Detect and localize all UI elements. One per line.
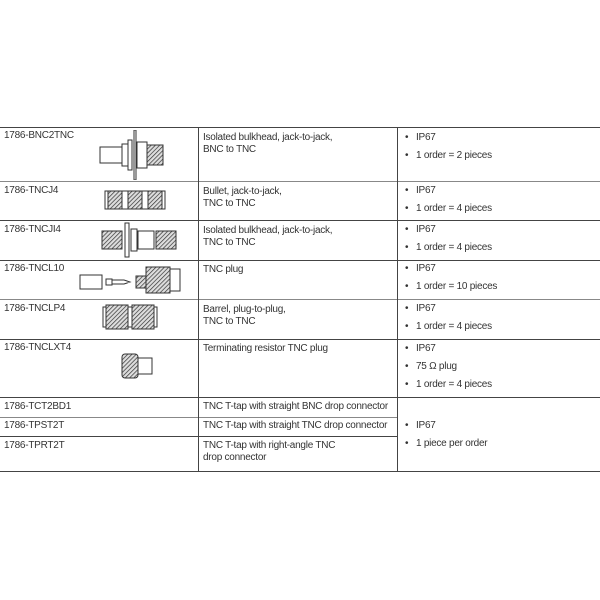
notes: • IP67 • 1 order = 4 pieces (405, 303, 492, 339)
catalog-number: 1786-BNC2TNC (4, 130, 74, 141)
catalog-number: 1786-TNCJ4 (4, 185, 59, 196)
description: Terminating resistor TNC plug (203, 343, 328, 354)
catalog-number: 1786-TNCLXT4 (4, 342, 72, 353)
notes: • IP67 • 1 order = 4 pieces (405, 185, 492, 221)
notes: • IP67 • 1 order = 10 pieces (405, 263, 497, 299)
terminating-resistor-image (120, 353, 156, 379)
catalog-number: 1786-TNCL10 (4, 263, 65, 274)
bulkhead-bnc-tnc-connector-image (98, 130, 168, 180)
notes: • IP67 • 75 Ω plug • 1 order = 4 pieces (405, 343, 492, 397)
row-divider (0, 260, 600, 261)
column-divider (198, 127, 199, 471)
description: Bullet, jack-to-jack, TNC to TNC (203, 186, 282, 209)
description: Isolated bulkhead, jack-to-jack, TNC to TNC (203, 225, 333, 248)
row-divider (0, 436, 398, 437)
shared-notes: • IP67 • 1 piece per order (405, 420, 487, 456)
description: TNC plug (203, 264, 244, 275)
barrel-connector-image (102, 304, 158, 330)
bulkhead-tnc-connector-image (100, 222, 180, 258)
catalog-number: 1786-TNCJI4 (4, 224, 61, 235)
row-divider (0, 397, 600, 398)
tnc-plug-image (78, 264, 186, 296)
catalog-number: 1786-TPST2T (4, 420, 65, 431)
description: Isolated bulkhead, jack-to-jack, BNC to TNC (203, 132, 333, 155)
catalog-number: 1786-TPRT2T (4, 440, 65, 451)
notes: • IP67 • 1 order = 2 pieces (405, 132, 492, 168)
row-divider (0, 181, 600, 182)
row-divider (0, 220, 600, 221)
description: TNC T-tap with straight TNC drop connector (203, 420, 388, 431)
bullet-connector-image (104, 189, 166, 211)
table-top-border (0, 127, 600, 128)
row-divider (0, 299, 600, 300)
notes: • IP67 • 1 order = 4 pieces (405, 224, 492, 260)
catalog-number: 1786-TCT2BD1 (4, 401, 72, 412)
catalog-number: 1786-TNCLP4 (4, 303, 66, 314)
description: Barrel, plug-to-plug, TNC to TNC (203, 304, 286, 327)
description: TNC T-tap with right-angle TNC drop connector (203, 440, 336, 463)
description: TNC T-tap with straight BNC drop connector (203, 401, 388, 412)
row-divider (0, 339, 600, 340)
table-bottom-border (0, 471, 600, 472)
row-divider (0, 417, 398, 418)
